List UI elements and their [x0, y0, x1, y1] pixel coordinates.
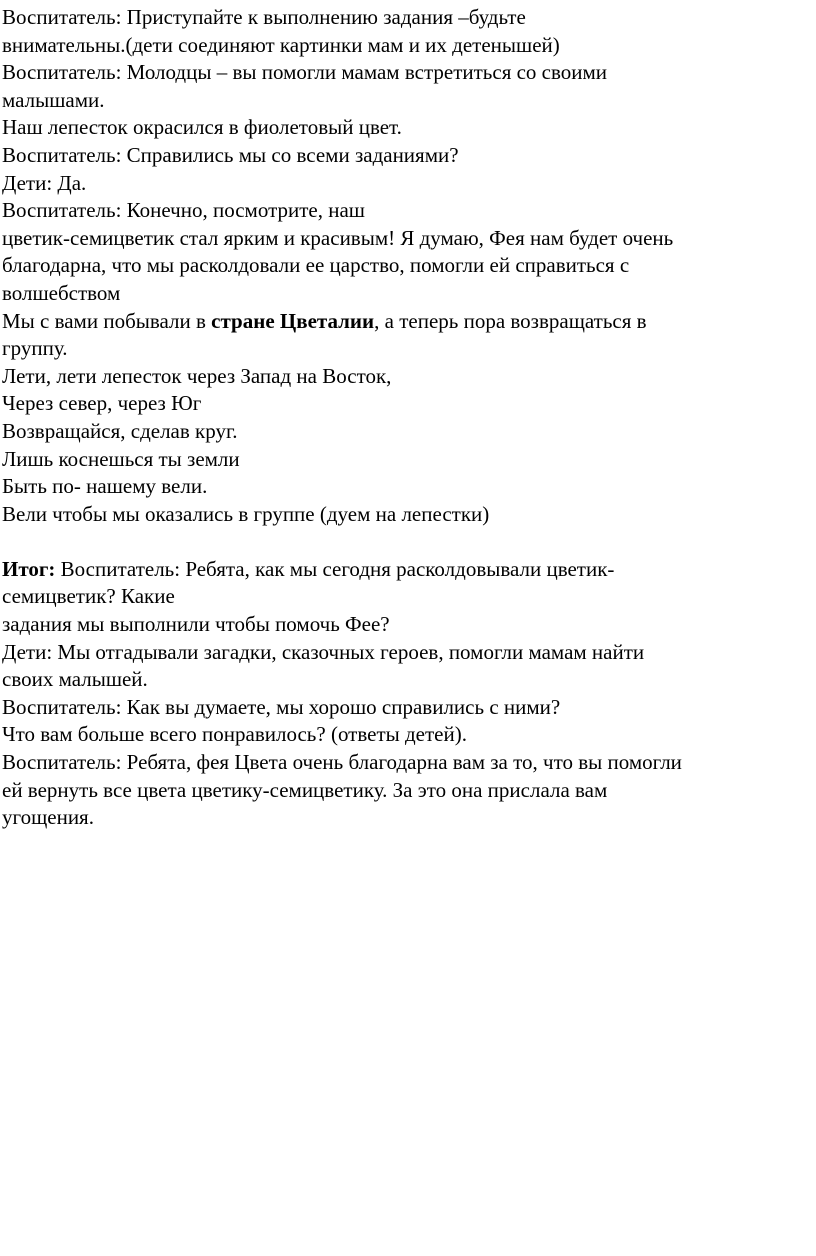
text-line: Воспитатель: Молодцы – вы помогли мамам встретиться со своими	[2, 60, 608, 85]
poem-line: Быть по- нашему вели.	[2, 474, 208, 499]
text-line: группу.	[2, 336, 68, 361]
text-line: волшебством	[2, 280, 121, 305]
text-line: семицветик? Какие	[2, 584, 175, 609]
summary-label: Итог:	[2, 556, 56, 581]
text-line: цветик-семицветик стал ярким и красивым! Я думаю, Фея нам будет очень	[2, 225, 674, 250]
text-line: своих малышей.	[2, 667, 148, 692]
text-line: внимательны.(дети соединяют картинки мам и их детенышей)	[2, 32, 560, 57]
text-segment: , а теперь пора возвращаться в	[374, 308, 647, 333]
summary-line	[2, 556, 812, 584]
bold-country-name: стране Цветалии	[211, 308, 375, 333]
text-line: Воспитатель: Ребята, фея Цвета очень благодарна вам за то, что вы помогли	[2, 750, 682, 775]
text-line: Воспитатель: Приступайте к выполнению задания –будьте	[2, 5, 526, 29]
text-line: Что вам больше всего понравилось? (ответы детей).	[2, 722, 467, 747]
poem-line: Возвращайся, сделав круг.	[2, 418, 238, 443]
text-segment: Мы с вами побывали в	[2, 308, 212, 333]
text-line: Воспитатель: Конечно, посмотрите, наш	[2, 198, 365, 223]
text-line: Вели чтобы мы оказались в группе (дуем на лепестки)	[2, 501, 490, 526]
text-line: задания мы выполнили чтобы помочь Фее?	[2, 612, 390, 637]
text-line: благодарна, что мы расколдовали ее царство, помогли ей справиться с	[2, 253, 630, 278]
text-line: малышами.	[2, 87, 105, 112]
poem-line: Через север, через Юг	[2, 391, 202, 416]
poem-line: Лети, лети лепесток через Запад на Восток,	[2, 363, 392, 388]
paragraph-gap	[2, 528, 812, 556]
text-line: Наш лепесток окрасился в фиолетовый цвет.	[2, 115, 402, 140]
poem-line: Лишь коснешься ты земли	[2, 446, 240, 471]
text-line: Воспитатель: Как вы думаете, мы хорошо справились с ними?	[2, 694, 561, 719]
text-line: Дети: Да.	[2, 170, 87, 195]
text-line: Воспитатель: Справились мы со всеми заданиями?	[2, 142, 459, 167]
text-line: ей вернуть все цвета цветику-семицветику. За это она прислала вам	[2, 777, 608, 802]
text-line: угощения.	[2, 805, 94, 830]
text-segment: Воспитатель: Ребята, как мы сегодня расколдовывали цветик-	[55, 556, 615, 581]
text-line-with-bold	[2, 308, 812, 336]
text-line: Дети: Мы отгадывали загадки, сказочных героев, помогли мамам найти	[2, 639, 645, 664]
